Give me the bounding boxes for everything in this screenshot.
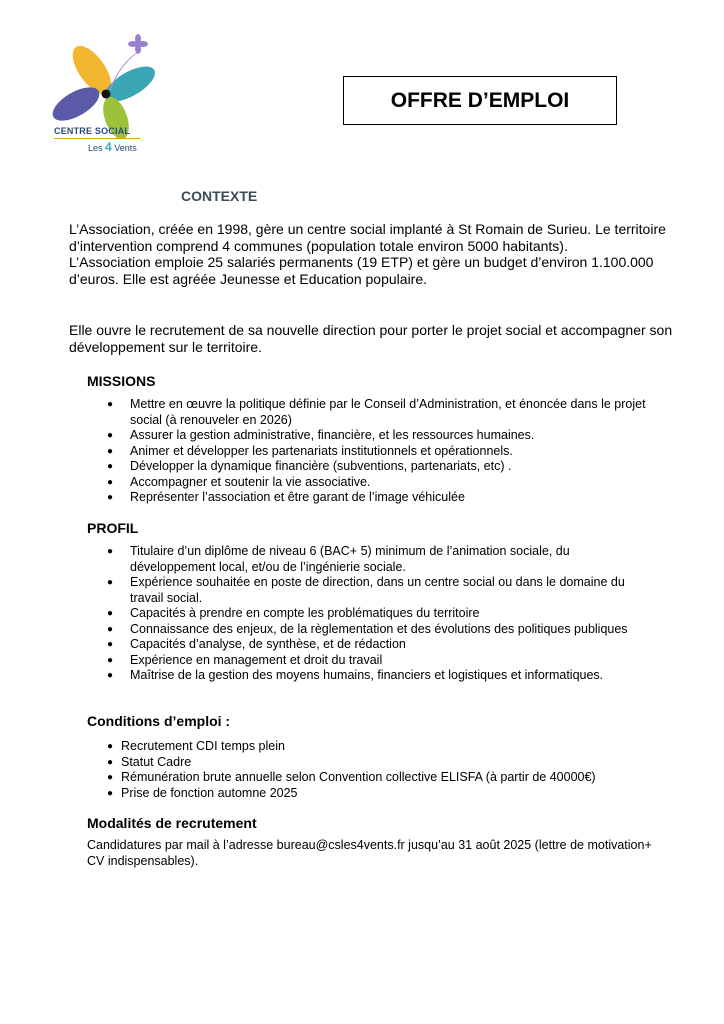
logo-center bbox=[102, 90, 111, 99]
list-item: ● Statut Cadre bbox=[107, 754, 192, 769]
list-item: ● Connaissance des enjeux, de la règlementation et des évolutions des politiques publiques bbox=[107, 621, 628, 636]
modalites-heading: Modalités de recrutement bbox=[87, 815, 257, 831]
recruitment-paragraph: Elle ouvre le recrutement de sa nouvelle direction pour porter le projet social et accompagner son développement sur le territoire. bbox=[69, 322, 673, 355]
profil-heading: PROFIL bbox=[87, 520, 139, 536]
bullet-icon: ● bbox=[107, 577, 114, 588]
logo-line2: Les 4 Vents bbox=[88, 140, 137, 154]
conditions-list bbox=[107, 739, 661, 801]
context-heading: CONTEXTE bbox=[181, 188, 258, 204]
list-item: ● Représenter l’association et être garant de l’image véhiculée bbox=[107, 490, 465, 504]
modalites-text: Candidatures par mail à l’adresse bureau@csles4vents.fr jusqu’au 31 août 2025 (lettre de motivation+ CV indispensables). bbox=[87, 838, 652, 868]
list-item: ● Animer et développer les partenariats institutionnels et opérationnels. bbox=[107, 443, 513, 458]
bullet-icon: ● bbox=[107, 476, 114, 488]
bullet-icon: ● bbox=[107, 608, 114, 619]
bullet-icon: ● bbox=[107, 670, 114, 681]
context-text-1: L’Association, créée en 1998, gère un centre social implanté à St Romain de Surieu. Le territoire d’intervention comprend 4 communes (population totale environ 5000 habitants). bbox=[69, 221, 666, 254]
bullet-icon: ● bbox=[107, 399, 114, 410]
list-item: ● Expérience en management et droit du travail bbox=[107, 652, 383, 667]
page-title-box bbox=[343, 76, 617, 125]
bullet-icon: ● bbox=[107, 430, 114, 441]
logo-underline bbox=[54, 138, 140, 139]
bullet-icon: ● bbox=[107, 756, 114, 768]
list-item: ● Titulaire d’un diplôme de niveau 6 (BAC+ 5) minimum de l’animation sociale, du développement local, et/ou de l’ingénierie sociale. bbox=[107, 544, 570, 574]
logo-small-flower bbox=[128, 34, 148, 54]
bullet-icon: ● bbox=[107, 639, 114, 650]
list-item: ● Accompagner et soutenir la vie associative. bbox=[107, 474, 371, 489]
list-item: ● Maîtrise de la gestion des moyens humains, financiers et logistiques et informatiques. bbox=[107, 668, 604, 682]
list-item: ● Rémunération brute annuelle selon Convention collective ELISFA (à partir de 40000€) bbox=[107, 770, 596, 784]
bullet-icon: ● bbox=[107, 445, 114, 457]
page-title: OFFRE D’EMPLOI bbox=[390, 88, 570, 112]
context-text-2: L’Association emploie 25 salariés permanents (19 ETP) et gère un budget d’environ 1.100.000 d’euros. Elle est agréée Jeunesse et Education populaire. bbox=[69, 254, 654, 287]
list-item: ● Capacités d’analyse, de synthèse, et de rédaction bbox=[107, 637, 406, 651]
bullet-icon: ● bbox=[107, 654, 114, 666]
logo-line1: CENTRE SOCIAL bbox=[54, 126, 131, 136]
bullet-icon: ● bbox=[107, 546, 114, 557]
bullet-icon: ● bbox=[107, 741, 114, 752]
list-item: ● Expérience souhaitée en poste de direction, dans un centre social ou dans le domaine du travail social. bbox=[107, 575, 625, 605]
list-item: ● Développer la dynamique financière (subventions, partenariats, etc) . bbox=[107, 459, 512, 473]
profil-list bbox=[107, 544, 650, 684]
list-item: ● Mettre en œuvre la politique définie par le Conseil d’Administration, et énoncée dans le projet social (à renouveler en 2026) bbox=[107, 397, 646, 427]
list-item: ● Assurer la gestion administrative, financière, et les ressources humaines. bbox=[107, 428, 535, 442]
bullet-icon: ● bbox=[107, 461, 114, 472]
bullet-icon: ● bbox=[107, 787, 114, 799]
conditions-heading: Conditions d’emploi : bbox=[87, 713, 231, 729]
list-item: ● Capacités à prendre en compte les problématiques du territoire bbox=[107, 606, 480, 620]
list-item: ● Prise de fonction automne 2025 bbox=[107, 785, 298, 800]
bullet-icon: ● bbox=[107, 623, 114, 635]
missions-list bbox=[107, 397, 650, 506]
bullet-icon: ● bbox=[107, 772, 114, 783]
missions-heading: MISSIONS bbox=[87, 373, 156, 389]
list-item: ● Recrutement CDI temps plein bbox=[107, 739, 285, 753]
bullet-icon: ● bbox=[107, 492, 114, 503]
context-paragraph bbox=[69, 221, 681, 287]
